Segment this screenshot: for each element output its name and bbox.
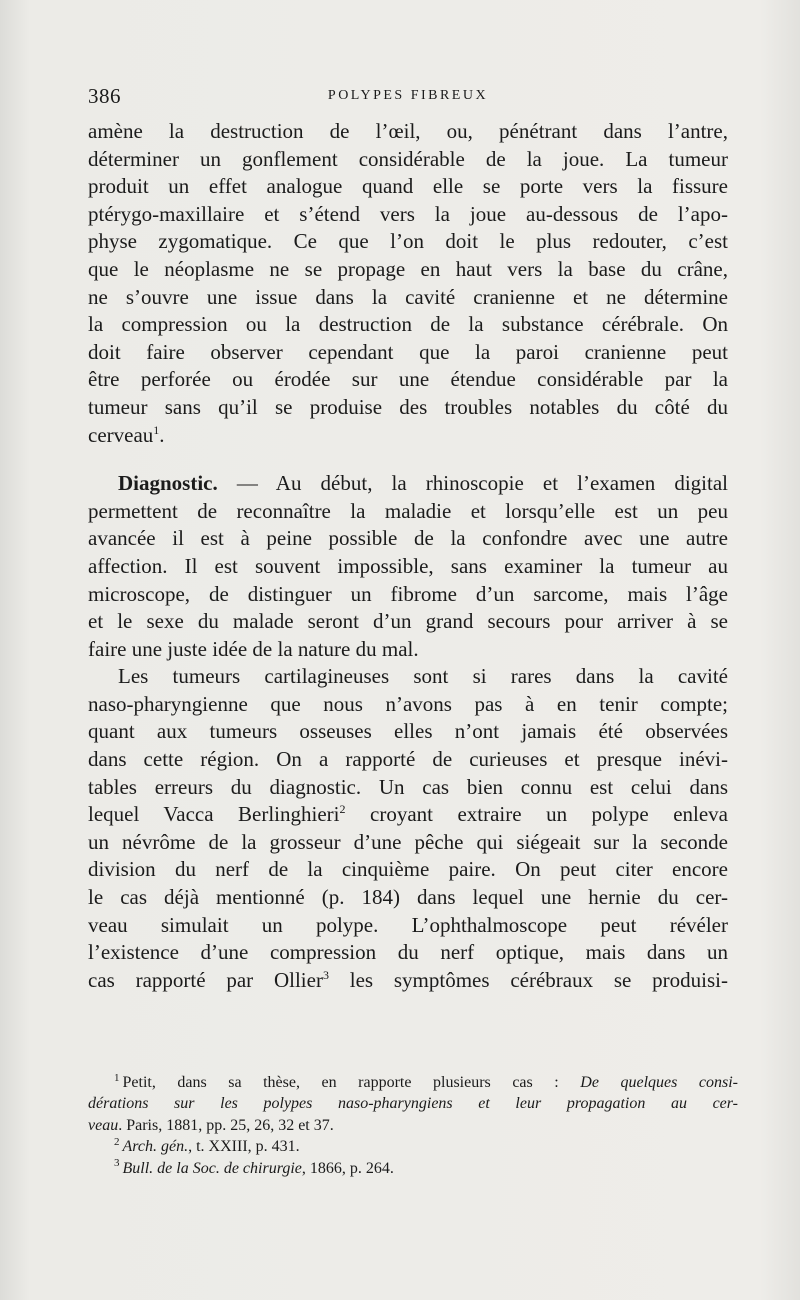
text-line: l’existence d’une compression du nerf optique, mais dans un — [88, 940, 728, 965]
text-fragment: Petit, dans sa thèse, en rapporte plusieurs cas : — [122, 1074, 581, 1091]
footnote-3 — [88, 1158, 738, 1179]
footnote-mark: 2 — [114, 1135, 120, 1148]
text-line: la compression ou la destruction de la substance cérébrale. On — [88, 312, 728, 337]
text-line: que le néoplasme ne se propage en haut vers la base du crâne, — [88, 256, 728, 281]
paragraph-gap — [88, 449, 728, 470]
text-line: ne s’ouvre une issue dans la cavité cranienne et ne détermine — [88, 284, 728, 309]
text-line — [88, 801, 728, 829]
text-fragment: croyant extraire un polype enleva — [345, 802, 728, 827]
text-line: faire une juste idée de la nature du mal. — [88, 636, 419, 661]
footnote-mark: 1 — [114, 1071, 120, 1084]
text-line: tables erreurs du diagnostic. Un cas bien connu est celui dans — [88, 774, 728, 799]
text-line: Les tumeurs cartilagineuses sont si rares dans la cavité — [118, 664, 728, 689]
text-line: tumeur sans qu’il se produise des troubles notables du côté du — [88, 394, 728, 419]
text-fragment: cerveau — [88, 422, 154, 447]
running-title: POLYPES FIBREUX — [327, 88, 489, 103]
text-line: déterminer un gonflement considérable de la joue. La tumeur — [88, 146, 728, 171]
text-line: le cas déjà mentionné (p. 184) dans lequel une hernie du cer- — [88, 885, 728, 910]
text-line: naso-pharyngienne que nous n’avons pas à en tenir compte; — [88, 691, 728, 716]
text-line: amène la destruction de l’œil, ou, pénétrant dans l’antre, — [88, 119, 728, 143]
text-line: produit un effet analogue quand elle se porte vers la fissure — [88, 174, 728, 199]
footnotes — [88, 1072, 738, 1179]
footnote-reference-1: 1 — [153, 422, 160, 437]
text-fragment: . — [159, 422, 165, 447]
text-line: être perforée ou érodée sur une étendue considérable par la — [88, 367, 728, 392]
cited-title: dérations sur les polypes naso-pharyngiens et leur propagation au cer- — [88, 1095, 738, 1113]
text-line: veau simulait un polype. L’ophthalmoscope peut révéler — [88, 912, 728, 937]
text-line: et le sexe du malade seront d’un grand secours pour arriver à se — [88, 609, 728, 634]
footnote-line — [88, 1115, 738, 1136]
footnote-line — [88, 1136, 738, 1157]
footnote-2 — [88, 1136, 738, 1157]
text-line: affection. Il est souvent impossible, sans examiner la tumeur au — [88, 553, 728, 578]
footnote-reference-3: 3 — [322, 967, 329, 982]
footnote-line — [88, 1093, 738, 1114]
text-line: division du nerf de la cinquième paire. On peut citer encore — [88, 857, 728, 882]
text-line: microscope, de distinguer un fibrome d’un sarcome, mais l’âge — [88, 581, 728, 606]
text-line — [88, 422, 728, 450]
cited-title: Arch. gén. — [122, 1138, 189, 1156]
paragraph-diagnostic — [88, 470, 728, 663]
footnote-mark: 3 — [114, 1157, 120, 1170]
text-fragment: cas rapporté par Ollier — [88, 967, 323, 992]
text-line: dans cette région. On a rapporté de curieuses et presque inévi- — [88, 747, 728, 772]
text-line: quant aux tumeurs osseuses elles n’ont jamais été observées — [88, 719, 728, 744]
section-heading-diagnostic: Diagnostic. — [118, 471, 218, 496]
footnote-reference-2: 2 — [339, 802, 346, 817]
text-fragment: les symptômes cérébraux se produisi- — [328, 967, 728, 992]
text-line: ptérygo-maxillaire et s’étend vers la joue au-dessous de l’apo- — [88, 201, 728, 226]
text-line: permettent de reconnaître la maladie et lorsqu’elle est un peu — [88, 498, 728, 523]
footnote-1 — [88, 1072, 738, 1136]
footnote-line — [88, 1072, 738, 1093]
page-number: 386 — [88, 84, 121, 108]
text-line: avancée il est à peine possible de la confondre avec une autre — [88, 526, 728, 551]
text-line: physe zygomatique. Ce que l’on doit le plus redouter, c’est — [88, 229, 728, 254]
text-fragment: lequel Vacca Berlinghieri — [88, 802, 340, 827]
text-fragment: . Paris, 1881, pp. 25, 26, 32 et 37. — [118, 1116, 334, 1134]
text-line — [88, 967, 728, 995]
cited-title: Bull. de la Soc. de chirurgie — [122, 1159, 302, 1177]
page-header — [88, 84, 728, 114]
cited-title: veau — [88, 1116, 119, 1134]
paragraph-consequences — [88, 118, 728, 449]
footnote-line — [88, 1158, 738, 1179]
text-line: un névrôme de la grosseur d’une pêche qui siégeait sur la seconde — [88, 829, 728, 854]
paragraph-tumeurs — [88, 663, 728, 994]
body-text — [88, 118, 728, 994]
text-fragment: , t. XXIII, p. 431. — [188, 1138, 300, 1156]
text-fragment: , 1866, p. 264. — [301, 1159, 394, 1177]
text-line: doit faire observer cependant que la paroi cranienne peut — [88, 339, 728, 364]
text-fragment: — Au début, la rhinoscopie et l’examen digital — [217, 471, 728, 496]
cited-title: De quelques consi- — [580, 1074, 738, 1091]
text-line — [88, 470, 728, 498]
